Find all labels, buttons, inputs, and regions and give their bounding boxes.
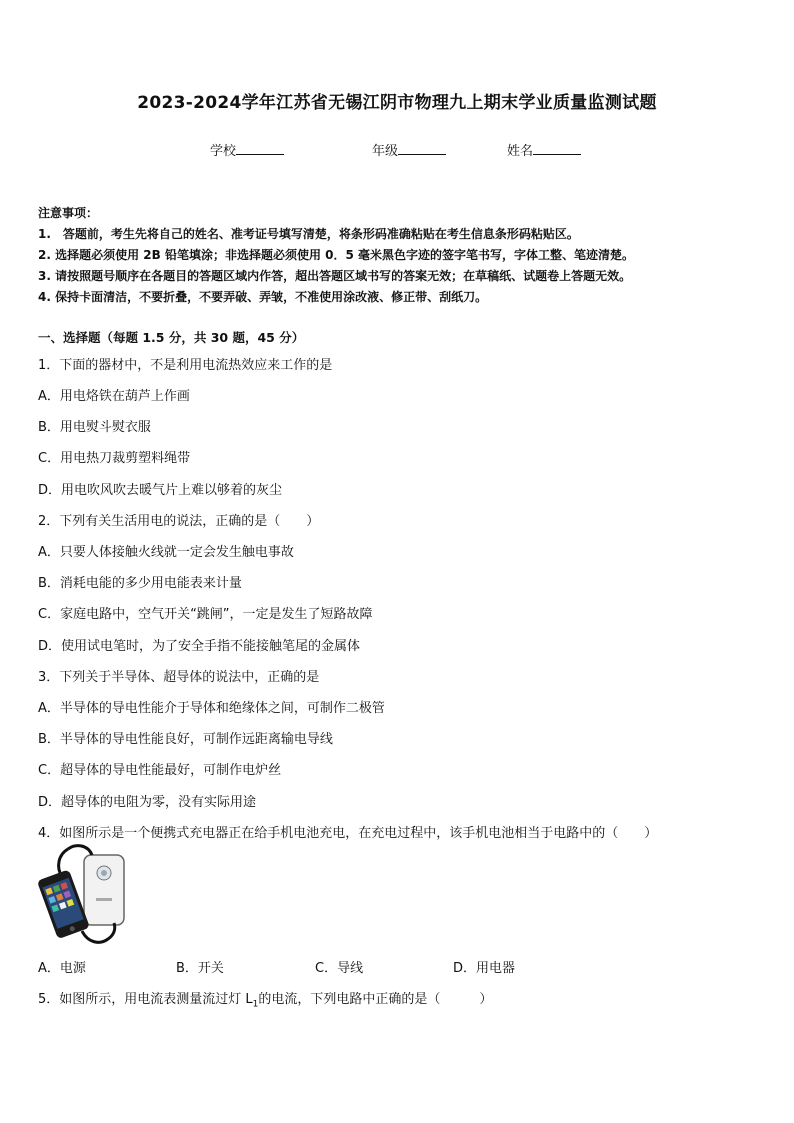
question-stem: 1．下面的器材中，不是利用电流热效应来工作的是 bbox=[38, 358, 333, 373]
notice-item: 2. 选择题必须使用 2B 铅笔填涂；非选择题必须使用 0．5 毫米黑色字迹的签字笔书写，字体工整、笔迹清楚。 bbox=[38, 248, 634, 262]
notice-heading: 注意事项： bbox=[38, 206, 99, 220]
option: D．用电吹风吹去暖气片上难以够着的灰尘 bbox=[38, 483, 283, 498]
option: B．消耗电能的多少用电能表来计量 bbox=[38, 576, 242, 591]
option: B．用电熨斗熨衣服 bbox=[38, 420, 151, 435]
option: A．电源 bbox=[38, 961, 86, 976]
name-field bbox=[507, 140, 581, 159]
question-stem bbox=[38, 988, 492, 1010]
option: A．用电烙铁在葫芦上作画 bbox=[38, 389, 190, 404]
school-label: 学校 bbox=[210, 144, 237, 159]
notice-item: 3. 请按照题号顺序在各题目的答题区域内作答，超出答题区域书写的答案无效；在草稿纸、试题卷上答题无效。 bbox=[38, 269, 632, 283]
option: A．只要人体接触火线就一定会发生触电事故 bbox=[38, 545, 294, 560]
question-stem: 2．下列有关生活用电的说法，正确的是（ ） bbox=[38, 514, 320, 529]
option: C．超导体的导电性能最好，可制作电炉丝 bbox=[38, 763, 282, 778]
grade-label: 年级 bbox=[372, 144, 399, 159]
option: D．超导体的电阻为零，没有实际用途 bbox=[38, 795, 257, 810]
question-stem-part: 的电流，下列电路中正确的是（ ） bbox=[258, 992, 493, 1007]
option: B．开关 bbox=[176, 961, 224, 976]
option: D．用电器 bbox=[453, 961, 516, 976]
option: A．半导体的导电性能介于导体和绝缘体之间，可制作二极管 bbox=[38, 701, 385, 716]
question-stem-part: 5．如图所示，用电流表测量流过灯 L bbox=[38, 992, 253, 1007]
school-blank bbox=[236, 142, 284, 155]
name-blank bbox=[533, 142, 581, 155]
phone-charger-icon bbox=[38, 843, 130, 948]
grade-blank bbox=[398, 142, 446, 155]
notice-item: 4. 保持卡面清洁，不要折叠，不要弄破、弄皱，不准使用涂改液、修正带、刮纸刀。 bbox=[38, 290, 488, 304]
question-stem: 4．如图所示是一个便携式充电器正在给手机电池充电，在充电过程中，该手机电池相当于电路中的（ ） bbox=[38, 826, 658, 841]
question-stem: 3．下列关于半导体、超导体的说法中，正确的是 bbox=[38, 670, 320, 685]
page-title: 2023-2024学年江苏省无锡江阴市物理九上期末学业质量监测试题 bbox=[137, 93, 657, 113]
option: C．家庭电路中，空气开关“跳闸”，一定是发生了短路故障 bbox=[38, 607, 373, 622]
option: C．用电热刀裁剪塑料绳带 bbox=[38, 451, 191, 466]
notice-item: 1. 答题前，考生先将自己的姓名、准考证号填写清楚，将条形码准确粘贴在考生信息条形码粘贴区。 bbox=[38, 227, 579, 241]
grade-field bbox=[372, 140, 446, 159]
notice-block bbox=[38, 203, 758, 308]
option: C．导线 bbox=[315, 961, 364, 976]
option: B．半导体的导电性能良好，可制作远距离输电导线 bbox=[38, 732, 333, 747]
option: D．使用试电笔时，为了安全手指不能接触笔尾的金属体 bbox=[38, 639, 361, 654]
section-heading: 一、选择题（每题 1.5 分，共 30 题，45 分） bbox=[38, 330, 305, 345]
school-field bbox=[210, 140, 284, 159]
name-label: 姓名 bbox=[507, 144, 534, 159]
subscript: 1 bbox=[252, 999, 259, 1010]
